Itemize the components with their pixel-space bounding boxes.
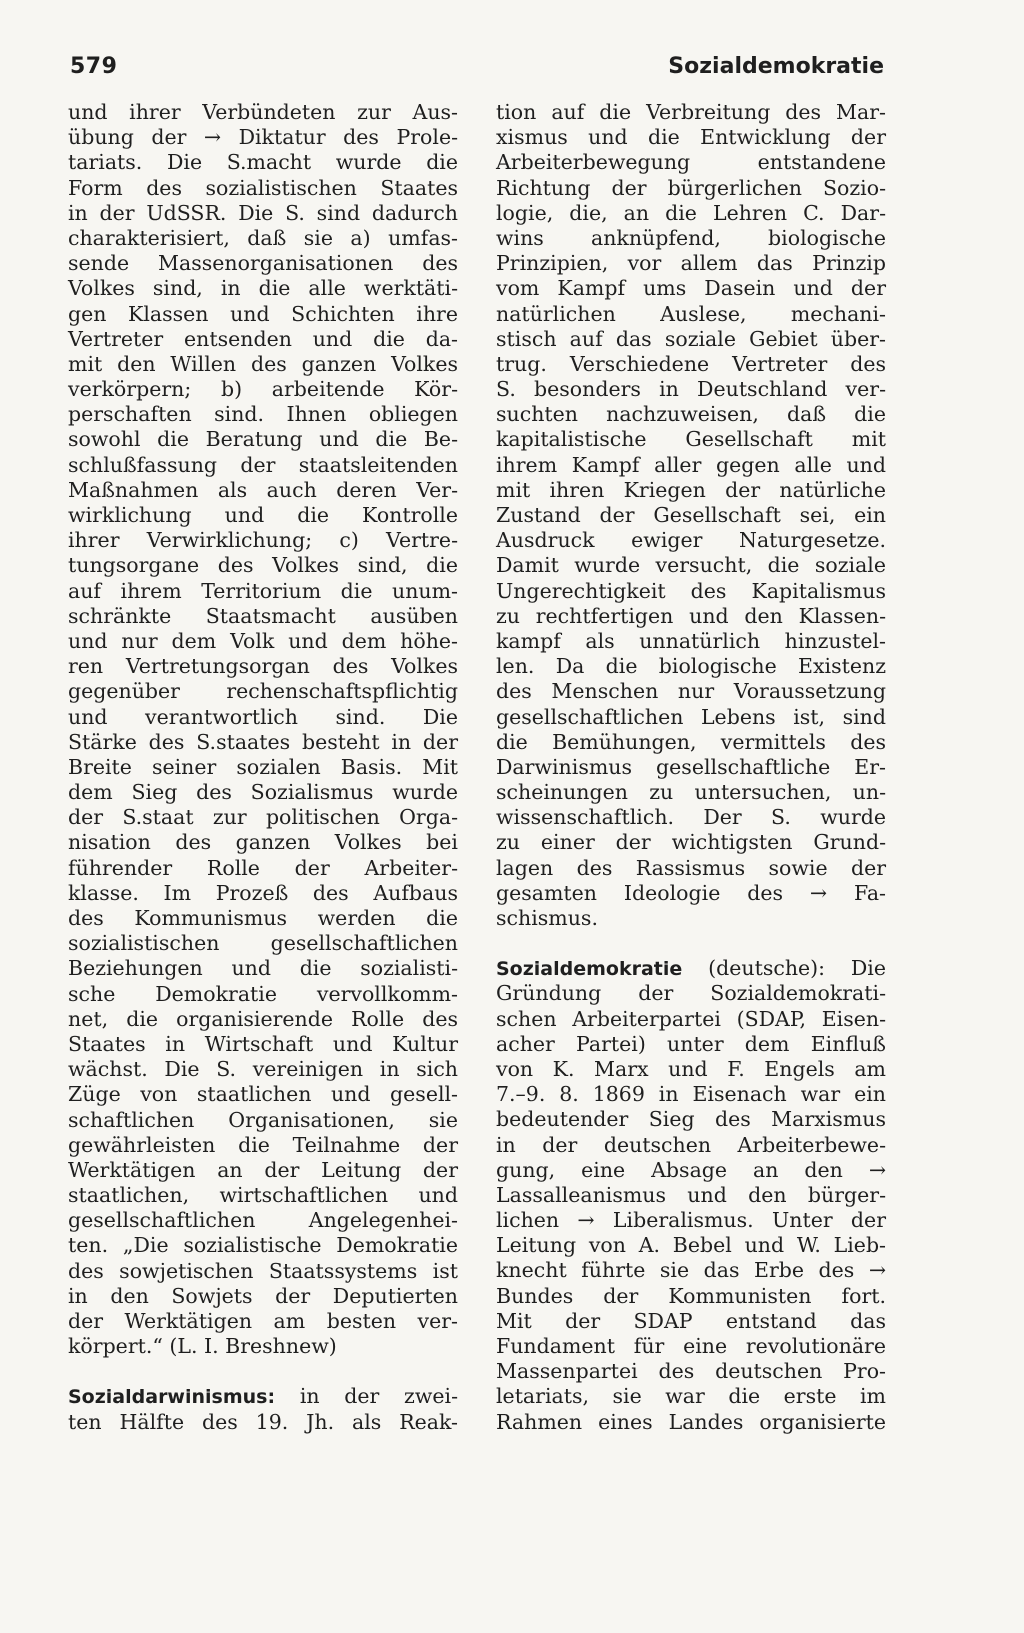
text-line: Breite seiner sozialen Basis. Mit bbox=[68, 754, 458, 779]
text-line: natürlichen Auslese, mechani- bbox=[496, 301, 886, 326]
text-line: bedeutender Sieg des Marxismus bbox=[496, 1107, 886, 1132]
text-line: knecht führte sie das Erbe des → bbox=[496, 1258, 886, 1283]
text-line: Maßnahmen als auch deren Ver- bbox=[68, 477, 458, 502]
text-line: Vertreter entsenden und die da- bbox=[68, 326, 458, 351]
entry-sozialdarwinismus bbox=[68, 1384, 458, 1409]
text-line: Züge von staatlichen und gesell- bbox=[68, 1082, 458, 1107]
text-line: in der UdSSR. Die S. sind dadurch bbox=[68, 200, 458, 225]
text-line: sche Demokratie vervollkomm- bbox=[68, 981, 458, 1006]
text-line: verkörpern; b) arbeitende Kör- bbox=[68, 377, 458, 402]
text-line: Stärke des S.staates besteht in der bbox=[68, 729, 458, 754]
text-line: ihrer Verwirklichung; c) Vertre- bbox=[68, 528, 458, 553]
text-line: Massenpartei des deutschen Pro- bbox=[496, 1359, 886, 1384]
text-line: kapitalistische Gesellschaft mit bbox=[496, 427, 886, 452]
text-line: suchten nachzuweisen, daß die bbox=[496, 402, 886, 427]
text-line: schen Arbeiterpartei (SDAP, Eisen- bbox=[496, 1006, 886, 1031]
text-line: gen Klassen und Schichten ihre bbox=[68, 301, 458, 326]
page-number: 579 bbox=[70, 54, 118, 79]
text-line: klasse. Im Prozeß des Aufbaus bbox=[68, 880, 458, 905]
text-line: wirklichung und die Kontrolle bbox=[68, 503, 458, 527]
text-line: Prinzipien, vor allem das Prinzip bbox=[496, 251, 886, 276]
text-line: wins anknüpfend, biologische bbox=[496, 225, 886, 250]
text-line: Fundament für eine revolutionäre bbox=[496, 1334, 886, 1358]
text-line: Arbeiterbewegung entstandene bbox=[496, 150, 886, 175]
text-line: in der deutschen Arbeiterbewe- bbox=[496, 1132, 886, 1157]
text-line: sozialistischen gesellschaftlichen bbox=[68, 931, 458, 956]
text-line: Form des sozialistischen Staates bbox=[68, 175, 458, 200]
text-line: ten Hälfte des 19. Jh. als Reak- bbox=[68, 1409, 458, 1434]
text-line: von K. Marx und F. Engels am bbox=[496, 1056, 886, 1081]
text-line: Rahmen eines Landes organisierte bbox=[496, 1409, 886, 1434]
text-line: perschaften sind. Ihnen obliegen bbox=[68, 402, 458, 427]
text-line: ren Vertretungsorgan des Volkes bbox=[68, 654, 458, 679]
text-line: und nur dem Volk und dem höhe- bbox=[68, 628, 458, 653]
entry-sozialdemokratie bbox=[496, 956, 886, 981]
text-line: gegenüber rechenschaftspflichtig bbox=[68, 679, 458, 704]
text-line: tariats. Die S.macht wurde die bbox=[68, 150, 458, 175]
text-line: des Kommunismus werden die bbox=[68, 906, 458, 930]
text-line: Staates in Wirtschaft und Kultur bbox=[68, 1031, 458, 1056]
text-line: S. besonders in Deutschland ver- bbox=[496, 377, 886, 402]
text-line: charakterisiert, daß sie a) umfas- bbox=[68, 225, 458, 250]
text-line: 7.–9. 8. 1869 in Eisenach war ein bbox=[496, 1082, 886, 1107]
text-line: net, die organisierende Rolle des bbox=[68, 1006, 458, 1031]
text-line: xismus und die Entwicklung der bbox=[496, 125, 886, 150]
text-line: lichen → Liberalismus. Unter der bbox=[496, 1208, 886, 1233]
text-line: körpert.“ (L. I. Breshnew) bbox=[68, 1334, 337, 1359]
text-line: kampf als unnatürlich hinzustel- bbox=[496, 628, 886, 653]
text-line: führender Rolle der Arbeiter- bbox=[68, 855, 458, 880]
text-line: wächst. Die S. vereinigen in sich bbox=[68, 1057, 458, 1082]
text-line: acher Partei) unter dem Einfluß bbox=[496, 1031, 886, 1056]
text-line: in den Sowjets der Deputierten bbox=[68, 1283, 458, 1308]
text-line: Beziehungen und die sozialisti- bbox=[68, 956, 458, 981]
text-line: Darwinismus gesellschaftliche Er- bbox=[496, 754, 886, 779]
text-line: und ihrer Verbündeten zur Aus- bbox=[68, 100, 458, 124]
entry-heading: Sozialdemokratie bbox=[496, 958, 683, 981]
entry-heading: Sozialdarwinismus: bbox=[68, 1386, 276, 1409]
text-line: schlußfassung der staatsleitenden bbox=[68, 452, 458, 477]
text-line: nisation des ganzen Volkes bei bbox=[68, 830, 458, 855]
text-line: die Bemühungen, vermittels des bbox=[496, 729, 886, 754]
text-line: schaftlichen Organisationen, sie bbox=[68, 1107, 458, 1132]
text-line: Zustand der Gesellschaft sei, ein bbox=[496, 503, 886, 527]
text-line: des Menschen nur Voraussetzung bbox=[496, 679, 886, 704]
text-line: Volkes sind, in die alle werktäti- bbox=[68, 276, 458, 301]
right-column bbox=[496, 100, 886, 1435]
text-line: gesellschaftlichen Angelegenhei- bbox=[68, 1208, 458, 1233]
text-line: scheinungen zu untersuchen, un- bbox=[496, 780, 886, 805]
text-line: dem Sieg des Sozialismus wurde bbox=[68, 780, 458, 805]
text-line: ihrem Kampf aller gegen alle und bbox=[496, 452, 886, 477]
text-line: gung, eine Absage an den → bbox=[496, 1157, 886, 1182]
text-line: staatlichen, wirtschaftlichen und bbox=[68, 1183, 458, 1208]
text-line: der Werktätigen am besten ver- bbox=[68, 1309, 458, 1333]
text-line: Gründung der Sozialdemokrati- bbox=[496, 981, 886, 1006]
text-line: vom Kampf ums Dasein und der bbox=[496, 276, 886, 301]
text-line: mit ihren Kriegen der natürliche bbox=[496, 477, 886, 502]
entry-text: (deutsche): Die bbox=[708, 956, 886, 981]
text-line: logie, die, an die Lehren C. Dar- bbox=[496, 200, 886, 225]
text-line: des sowjetischen Staatssystems ist bbox=[68, 1258, 458, 1283]
text-line: Ausdruck ewiger Naturgesetze. bbox=[496, 528, 886, 553]
text-line: Lassalleanismus und den bürger- bbox=[496, 1182, 886, 1207]
text-line: und verantwortlich sind. Die bbox=[68, 704, 458, 729]
text-line: stisch auf das soziale Gebiet über- bbox=[496, 326, 886, 351]
text-line: gewährleisten die Teilnahme der bbox=[68, 1132, 458, 1157]
text-line: Leitung von A. Bebel und W. Lieb- bbox=[496, 1233, 886, 1258]
text-line: lagen des Rassismus sowie der bbox=[496, 855, 886, 880]
text-line: Ungerechtigkeit des Kapitalismus bbox=[496, 578, 886, 603]
text-line: zu rechtfertigen und den Klassen- bbox=[496, 603, 886, 628]
text-line: auf ihrem Territorium die unum- bbox=[68, 578, 458, 603]
text-line: letariats, sie war die erste im bbox=[496, 1384, 886, 1409]
text-line: mit den Willen des ganzen Volkes bbox=[68, 351, 458, 376]
text-line: Werktätigen an der Leitung der bbox=[68, 1157, 458, 1182]
text-line: schismus. bbox=[496, 906, 598, 930]
text-line: ten. „Die sozialistische Demokratie bbox=[68, 1233, 458, 1258]
text-line: der S.staat zur politischen Orga- bbox=[68, 805, 458, 830]
text-line: übung der → Diktatur des Prole- bbox=[68, 125, 458, 150]
text-line: zu einer der wichtigsten Grund- bbox=[496, 830, 886, 855]
text-line: gesamten Ideologie des → Fa- bbox=[496, 880, 886, 905]
text-line: schränkte Staatsmacht ausüben bbox=[68, 603, 458, 628]
text-line: Damit wurde versucht, die soziale bbox=[496, 553, 886, 578]
text-line: Richtung der bürgerlichen Sozio- bbox=[496, 175, 886, 200]
text-line: wissenschaftlich. Der S. wurde bbox=[496, 805, 886, 830]
text-line: tungsorgane des Volkes sind, die bbox=[68, 553, 458, 578]
text-line: len. Da die biologische Existenz bbox=[496, 654, 886, 679]
left-column bbox=[68, 100, 458, 1435]
text-line: sende Massenorganisationen des bbox=[68, 251, 458, 276]
text-line: trug. Verschiedene Vertreter des bbox=[496, 351, 886, 376]
text-line: Mit der SDAP entstand das bbox=[496, 1308, 886, 1333]
text-line: tion auf die Verbreitung des Mar- bbox=[496, 100, 886, 124]
running-title: Sozialdemokratie bbox=[668, 54, 884, 79]
entry-text: in der zwei- bbox=[299, 1384, 458, 1409]
text-line: gesellschaftlichen Lebens ist, sind bbox=[496, 704, 886, 729]
text-line: Bundes der Kommunisten fort. bbox=[496, 1283, 886, 1308]
text-line: sowohl die Beratung und die Be- bbox=[68, 427, 458, 452]
